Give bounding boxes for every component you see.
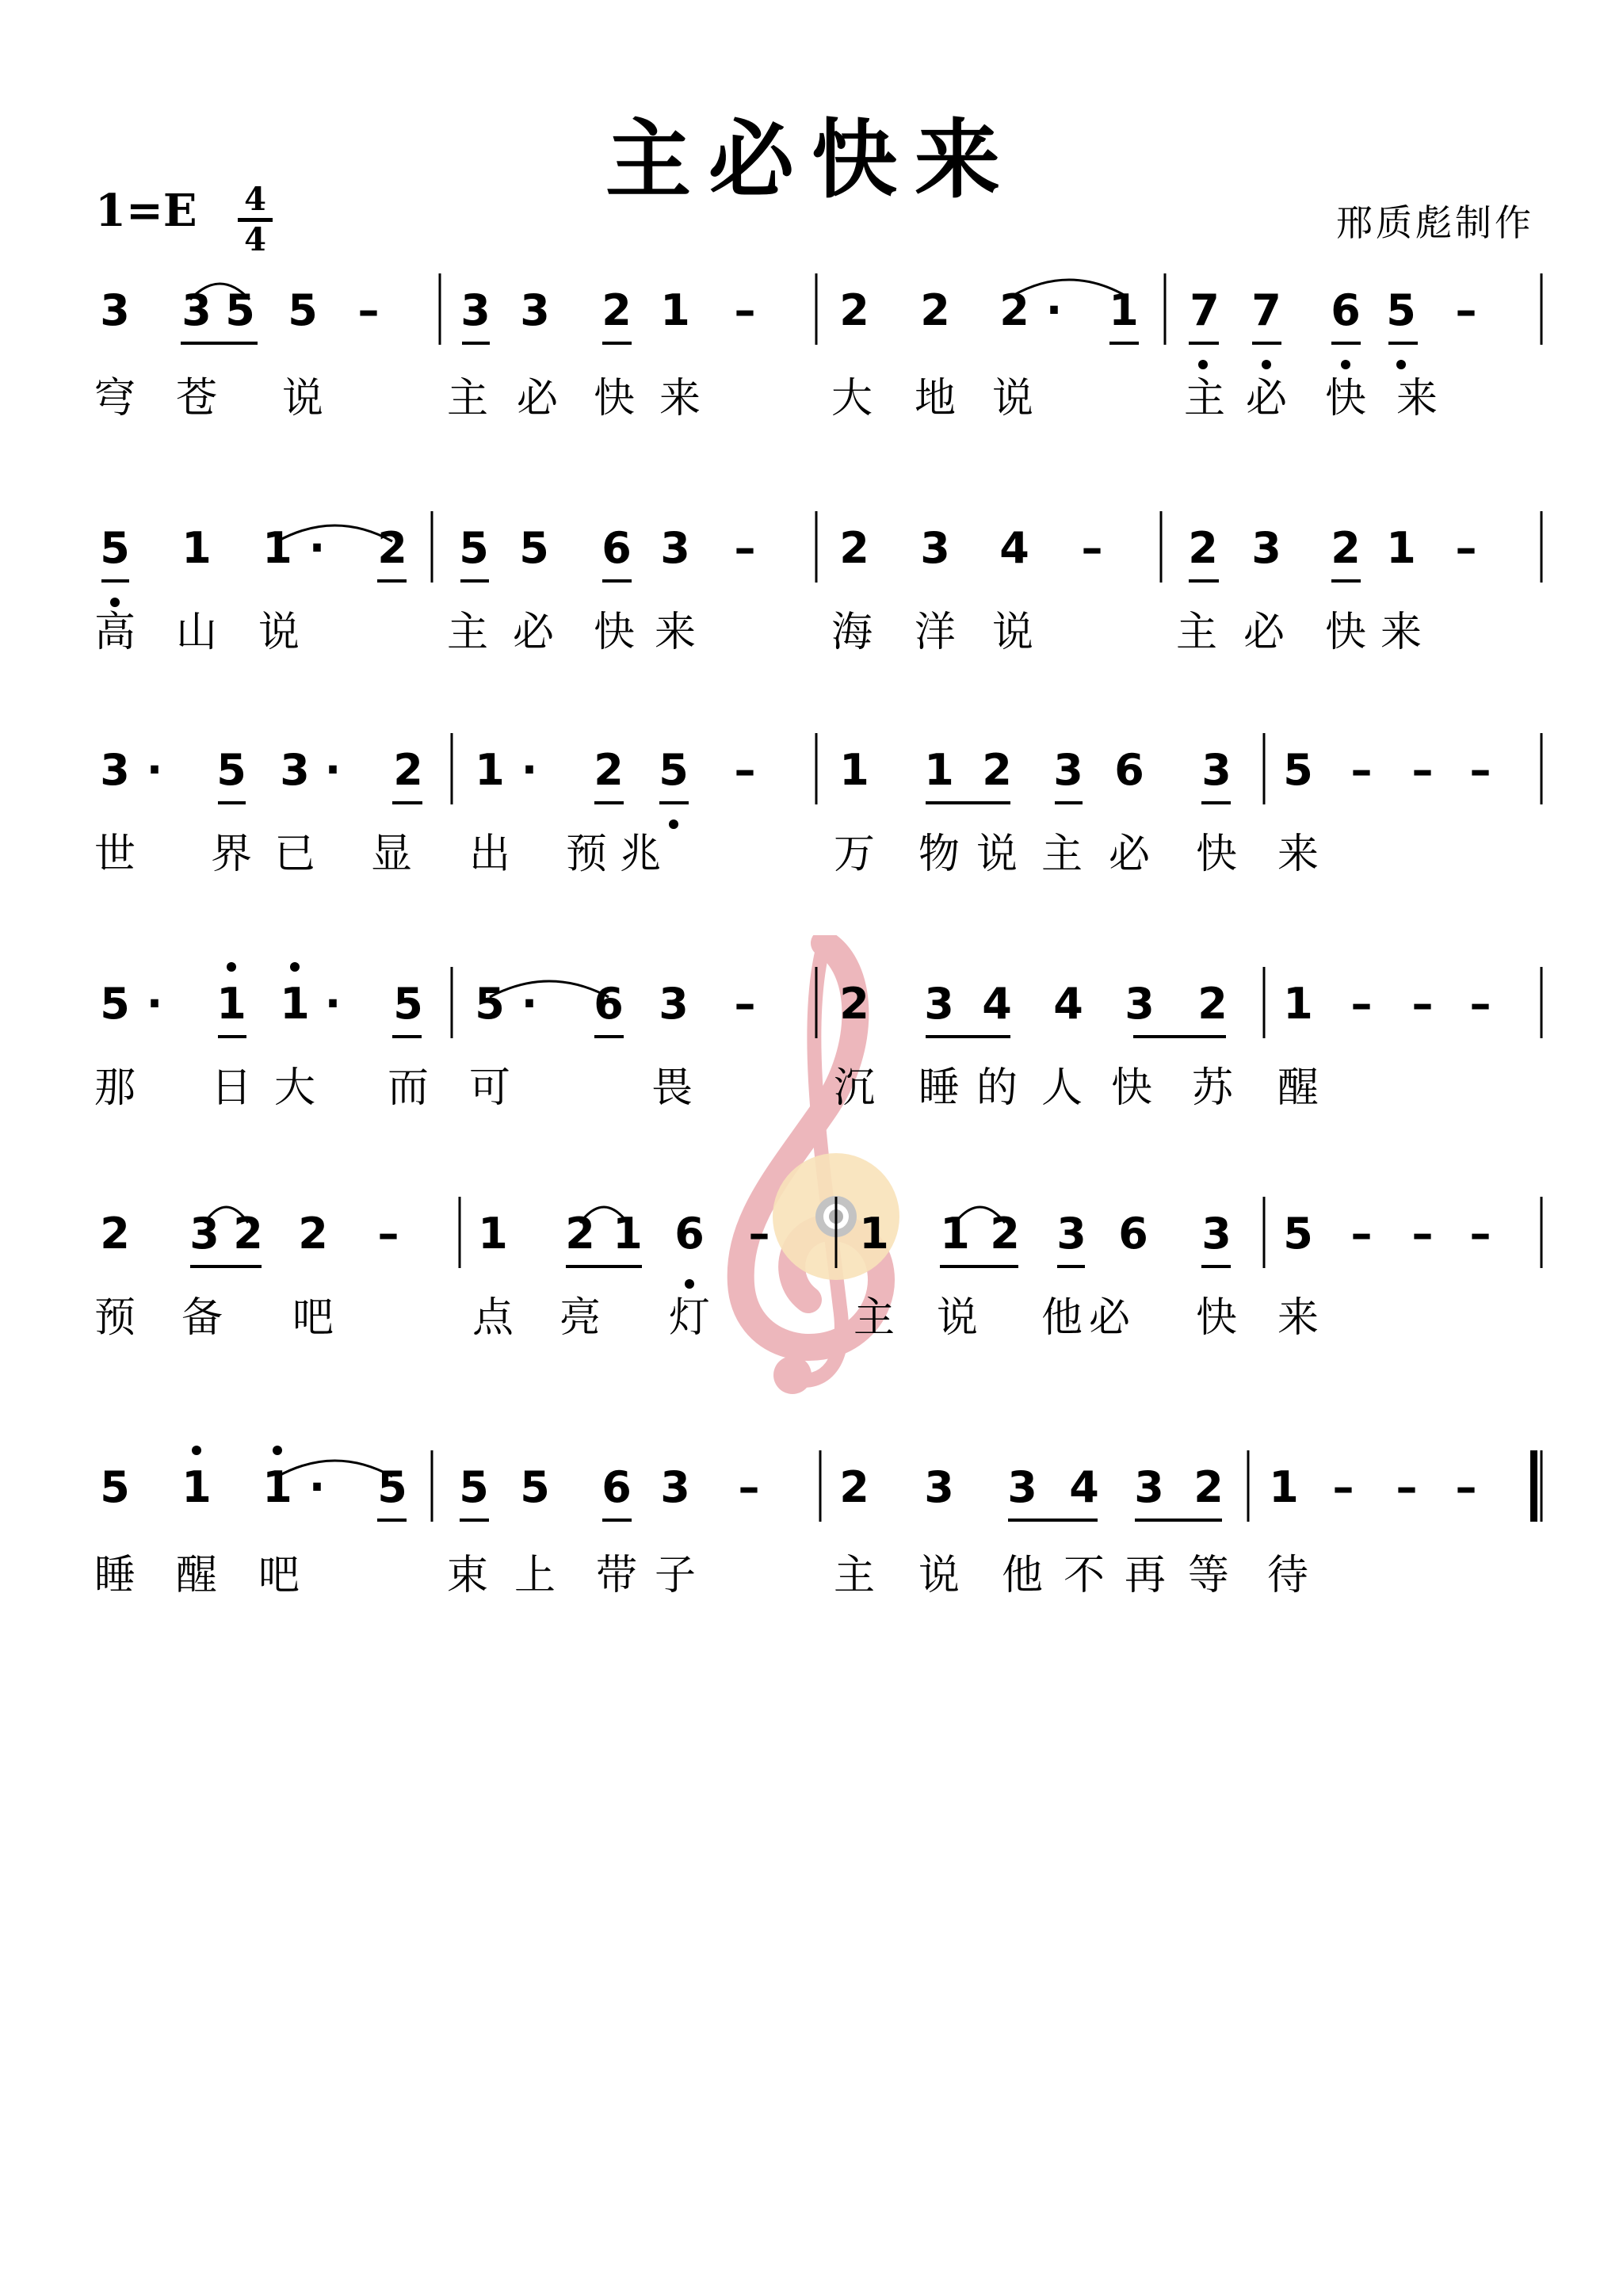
note: 5 [100,1462,130,1512]
lyric-char: 来 [1396,375,1438,422]
note: 2 [233,1209,263,1259]
lyric-char: 快 [1195,831,1237,878]
lyric-char: 兆 [619,831,661,878]
note: 3 [1134,1462,1164,1512]
note: 4 [982,979,1012,1029]
note: 1 [1109,285,1139,335]
note: 3 [189,1209,220,1259]
note: 2 [839,979,869,1029]
note: 1 [475,745,505,795]
note: 2 [1331,523,1361,573]
lyric-char: 预 [94,1294,136,1342]
final-barline [1530,1450,1537,1522]
note: 5 [100,979,130,1029]
lyric-char: 主 [446,609,488,656]
lyric-char: 快 [593,375,635,422]
note: – [1350,979,1373,1029]
lyric-char: 说 [918,1552,960,1599]
lyric-char: 主 [1175,609,1217,656]
note: 3 [660,523,690,573]
note: – [734,523,756,573]
note: 2 [377,523,407,573]
note: 6 [594,979,624,1029]
note: 3 [520,285,550,335]
note: 1 [181,523,212,573]
lyric-char: 出 [468,831,510,878]
note: – [1455,1462,1477,1512]
note: 3 [660,1462,690,1512]
note: 3 [1201,1209,1232,1259]
note: – [357,285,380,335]
note: 4 [999,523,1029,573]
lyric-char: 穹 [94,375,136,422]
lyric-char: 日 [210,1064,252,1112]
note: 5 [288,285,318,335]
note: – [734,979,756,1029]
lyric-char: 可 [468,1064,510,1112]
note: 1 [1269,1462,1299,1512]
note: 5 [216,745,246,795]
note: 2 [565,1209,595,1259]
note: 3 [920,523,950,573]
note: 1 [613,1209,643,1259]
time-signature-numerator: 4 [244,181,266,218]
note: – [748,1209,770,1259]
lyric-char: 必 [516,375,558,422]
note: 3 [100,745,130,795]
author-credit: 邢质彪制作 [1336,201,1534,244]
song-title: 主必快来 [605,110,1018,210]
lyric-char: 快 [1110,1064,1152,1112]
lyric-char: 他 [1041,1294,1083,1342]
note: 2 [990,1209,1020,1259]
note: · [324,745,342,795]
lyric-char: 界 [210,831,252,878]
lyric-char: 快 [1324,375,1366,422]
note: – [1455,285,1477,335]
note: 3 [100,285,130,335]
note: – [1469,1209,1491,1259]
note: · [308,1462,326,1512]
note: 2 [1193,1462,1224,1512]
note: 3 [924,1462,954,1512]
note: 5 [519,523,549,573]
note: 3 [1251,523,1281,573]
note: – [1411,1209,1434,1259]
note: 3 [181,285,212,335]
lyric-char: 苍 [175,375,217,422]
note: 3 [460,285,491,335]
lyric-char: 畏 [651,1064,693,1112]
lyric-char: 苏 [1191,1064,1233,1112]
note: 5 [225,285,255,335]
lyric-char: 大 [831,375,873,422]
note: 7 [1190,285,1220,335]
note: 6 [674,1209,705,1259]
note: 3 [1125,979,1155,1029]
lyric-char: 主 [446,375,488,422]
note: 3 [1007,1462,1037,1512]
lyric-char: 醒 [175,1552,217,1599]
note: – [1469,979,1491,1029]
note: – [1455,523,1477,573]
note: · [146,745,163,795]
note: 1 [280,979,310,1029]
lyric-char: 睡 [918,1064,960,1112]
lyric-char: 说 [258,609,300,656]
note: 2 [393,745,423,795]
note: 1 [181,1462,212,1512]
note: 2 [982,745,1012,795]
note: · [308,523,326,573]
note: · [324,979,342,1029]
lyric-char: 说 [936,1294,978,1342]
note: – [1350,745,1373,795]
note: – [1411,745,1434,795]
lyric-char: 亮 [559,1294,601,1342]
lyric-char: 快 [1324,609,1366,656]
note: 1 [1386,523,1416,573]
note: 5 [100,523,130,573]
note: 5 [393,979,423,1029]
note: 2 [839,1462,869,1512]
note: 6 [1114,745,1144,795]
lyric-char: 山 [175,609,217,656]
lyric-char: 说 [991,609,1033,656]
note: 6 [601,1462,632,1512]
lyric-char: 世 [94,831,136,878]
lyric-char: 灯 [668,1294,710,1342]
lyric-char: 人 [1041,1064,1083,1112]
note: 6 [1331,285,1361,335]
note: – [738,1462,760,1512]
lyric-char: 待 [1266,1552,1308,1599]
note: 4 [1053,979,1083,1029]
note: – [1350,1209,1373,1259]
lyric-char: 万 [833,831,875,878]
note: · [146,979,163,1029]
note: 5 [1386,285,1416,335]
lyric-char: 那 [94,1064,136,1112]
lyric-char: 说 [281,375,323,422]
lyric-char: 物 [918,831,960,878]
note: 5 [475,979,505,1029]
note: – [734,285,756,335]
note: 6 [1118,1209,1148,1259]
note: 5 [1283,1209,1313,1259]
note: 1 [478,1209,508,1259]
lyric-char: 快 [1195,1294,1237,1342]
lyric-char: 必 [1243,609,1285,656]
lyric-char: 必 [1108,831,1150,878]
lyric-char: 来 [654,609,696,656]
lyric-char: 大 [273,1064,315,1112]
note: – [734,745,756,795]
lyric-char: 洋 [914,609,956,656]
note: – [1396,1462,1418,1512]
lyric-char: 再 [1124,1552,1166,1599]
note: 7 [1251,285,1281,335]
lyric-char: 说 [976,831,1018,878]
lyric-char: 来 [1277,1294,1319,1342]
note: 5 [459,1462,489,1512]
lyric-char: 来 [1277,831,1319,878]
note: 3 [924,979,954,1029]
note: 5 [659,745,689,795]
note: 3 [1053,745,1083,795]
high-octave-dot [273,1446,282,1455]
lyric-char: 来 [659,375,701,422]
note: 2 [999,285,1029,335]
note: 3 [280,745,310,795]
lyric-char: 主 [1041,831,1083,878]
note: – [1332,1462,1354,1512]
lyric-char: 预 [565,831,607,878]
note: 1 [216,979,246,1029]
lyric-char: 束 [446,1552,488,1599]
lyric-char: 主 [833,1552,875,1599]
note: · [1045,285,1063,335]
time-signature-denominator: 4 [244,221,266,258]
lyric-char: 沉 [833,1064,875,1112]
note: 2 [100,1209,130,1259]
note: 2 [601,285,632,335]
note: 2 [839,285,869,335]
lyric-char: 醒 [1277,1064,1319,1112]
lyric-char: 高 [94,609,136,656]
lyric-char: 必 [1245,375,1287,422]
note: 6 [601,523,632,573]
note: 3 [1201,745,1232,795]
note: 1 [262,1462,292,1512]
note: 1 [660,285,690,335]
lyric-char: 主 [1183,375,1225,422]
note: – [377,1209,399,1259]
note: 2 [1188,523,1218,573]
note: 2 [1197,979,1228,1029]
key-signature: 1=E [95,185,197,237]
lyric-char: 吧 [292,1294,334,1342]
slur [277,1461,392,1477]
lyric-char: 海 [831,609,873,656]
note: 5 [459,523,489,573]
lyric-char: 必 [1088,1294,1130,1342]
note: – [1411,979,1434,1029]
lyric-char: 显 [370,831,412,878]
lyric-char: 主 [853,1294,895,1342]
note: 2 [298,1209,328,1259]
lyric-char: 上 [514,1552,556,1599]
lyric-char: 地 [914,375,956,422]
note: 5 [1283,745,1313,795]
lyric-char: 快 [593,609,635,656]
lyric-char: 说 [991,375,1033,422]
lyric-char: 来 [1380,609,1422,656]
note: 1 [940,1209,970,1259]
lyric-char: 的 [976,1064,1018,1112]
high-octave-dot [192,1446,201,1455]
lyric-char: 点 [472,1294,514,1342]
note: 1 [839,745,869,795]
note: 2 [839,523,869,573]
note: 2 [920,285,950,335]
note: – [1469,745,1491,795]
lyric-char: 他 [1001,1552,1043,1599]
lyric-char: 必 [512,609,554,656]
note: 5 [377,1462,407,1512]
note: · [521,979,538,1029]
note: 4 [1069,1462,1099,1512]
lyric-char: 不 [1063,1552,1105,1599]
note: 3 [659,979,689,1029]
lyric-char: 吧 [258,1552,300,1599]
lyric-char: 等 [1187,1552,1229,1599]
note: – [1081,523,1103,573]
note: 1 [859,1209,889,1259]
note: · [521,745,538,795]
lyric-char: 已 [273,831,315,878]
note: 1 [262,523,292,573]
lyric-char: 带 [595,1552,637,1599]
lyric-char: 子 [654,1552,696,1599]
lyric-char: 备 [181,1294,223,1342]
note: 2 [594,745,624,795]
note: 1 [1283,979,1313,1029]
lyric-char: 睡 [94,1552,136,1599]
note: 3 [1056,1209,1086,1259]
lyric-char: 而 [387,1064,429,1112]
note: 1 [924,745,954,795]
note: 5 [520,1462,550,1512]
